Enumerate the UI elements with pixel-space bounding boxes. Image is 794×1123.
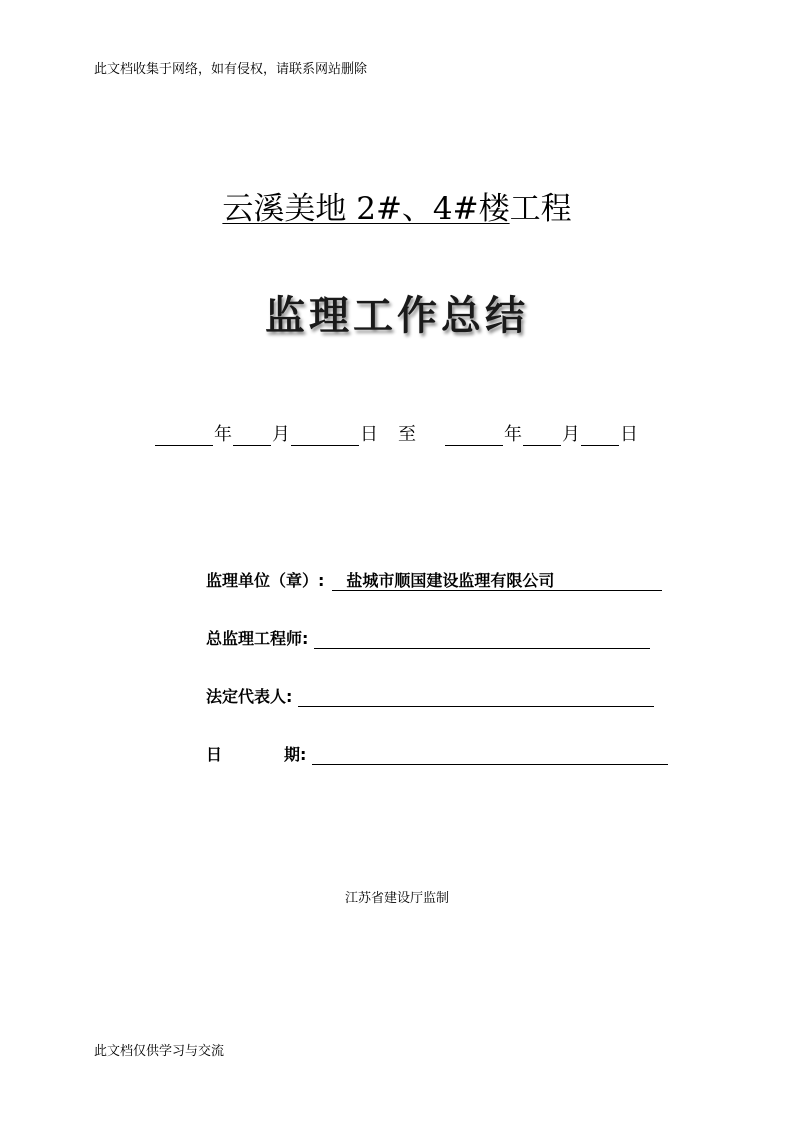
header-note: 此文档收集于网络，如有侵权，请联系网站删除: [94, 62, 368, 77]
document-title: 监理工作总结: [265, 293, 529, 339]
project-name: 云溪美地 2#、4#楼: [222, 191, 510, 227]
date-label-day: 日: [206, 745, 223, 764]
start-month-blank[interactable]: [233, 425, 271, 446]
supervision-unit-field: [206, 568, 662, 591]
project-suffix: 工程: [509, 191, 572, 227]
issuer-note: 江苏省建设厅监制: [344, 891, 449, 906]
end-day-blank[interactable]: [581, 425, 619, 446]
date-value[interactable]: [312, 745, 668, 765]
end-day-label: 日: [620, 424, 638, 445]
date-label-period: 期:: [284, 745, 307, 764]
project-title: [0, 183, 794, 228]
end-year-blank[interactable]: [445, 425, 503, 446]
start-year-blank[interactable]: [155, 425, 213, 446]
to-label: 至: [398, 424, 416, 445]
legal-representative-value[interactable]: [298, 687, 654, 707]
start-day-blank[interactable]: [291, 425, 359, 446]
date-range: [155, 420, 639, 446]
supervision-unit-value[interactable]: 盐城市顺国建设监理有限公司: [332, 571, 662, 591]
start-month-label: 月: [272, 424, 290, 445]
end-month-label: 月: [562, 424, 580, 445]
chief-engineer-field: [206, 626, 650, 649]
chief-engineer-label: 总监理工程师:: [206, 629, 309, 648]
start-year-label: 年: [214, 424, 232, 445]
chief-engineer-value[interactable]: [314, 629, 650, 649]
legal-representative-label: 法定代表人:: [206, 687, 293, 706]
legal-representative-field: [206, 684, 654, 707]
start-day-label: 日: [360, 424, 378, 445]
end-year-label: 年: [504, 424, 522, 445]
supervision-unit-label: 监理单位（章）:: [206, 571, 325, 590]
date-field: [206, 742, 668, 765]
footer-note: 此文档仅供学习与交流: [94, 1044, 225, 1059]
end-month-blank[interactable]: [523, 425, 561, 446]
